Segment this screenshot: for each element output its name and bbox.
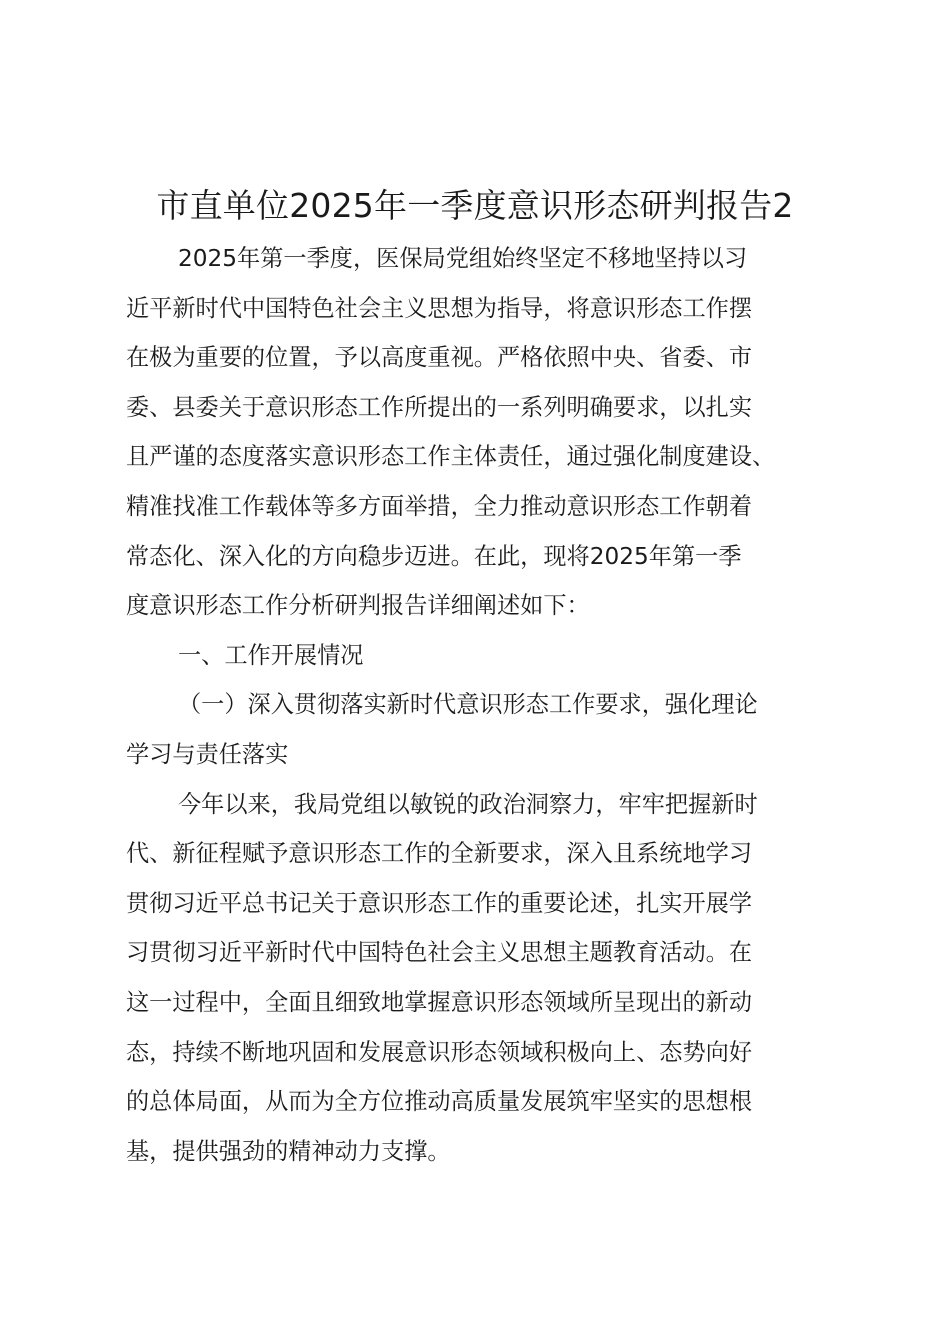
paragraph-1-line-4: 委、县委关于意识形态工作所提出的一系列明确要求，以扎实: [126, 393, 753, 421]
document-body: [126, 234, 836, 1176]
subsection-heading-line-1: （一）深入贯彻落实新时代意识形态工作要求，强化理论: [178, 691, 758, 719]
document-title: 市直单位2025年一季度意识形态研判报告2: [156, 186, 794, 225]
paragraph-1-line-3: 在极为重要的位置，予以高度重视。严格依照中央、省委、市: [126, 344, 753, 372]
paragraph-1-line-1: 2025年第一季度，医保局党组始终坚定不移地坚持以习: [178, 245, 748, 272]
paragraph-1-line-7: 常态化、深入化的方向稳步迈进。在此，现将2025年第一季: [126, 542, 742, 570]
paragraph-1-line-2: 近平新时代中国特色社会主义思想为指导，将意识形态工作摆: [126, 294, 753, 322]
paragraph-1-line-5: 且严谨的态度落实意识形态工作主体责任，通过强化制度建设、: [126, 443, 776, 471]
paragraph-1-line-8: 度意识形态工作分析研判报告详细阐述如下：: [126, 592, 590, 620]
paragraph-2-line-3: 贯彻习近平总书记关于意识形态工作的重要论述，扎实开展学: [126, 889, 753, 917]
paragraph-2-line-6: 态，持续不断地巩固和发展意识形态领域积极向上、态势向好: [126, 1038, 753, 1066]
subsection-heading-line-2: 学习与责任落实: [126, 740, 289, 768]
paragraph-2-line-2: 代、新征程赋予意识形态工作的全新要求，深入且系统地学习: [126, 840, 753, 868]
paragraph-2-line-8: 基，提供强劲的精神动力支撑。: [126, 1137, 451, 1165]
paragraph-2-line-5: 这一过程中，全面且细致地掌握意识形态领域所呈现出的新动: [126, 988, 753, 1016]
paragraph-2-line-4: 习贯彻习近平新时代中国特色社会主义思想主题教育活动。在: [126, 939, 753, 967]
paragraph-2-line-1: 今年以来，我局党组以敏锐的政治洞察力，牢牢把握新时: [178, 790, 758, 818]
section-heading: 一、工作开展情况: [178, 641, 364, 669]
paragraph-2-line-7: 的总体局面，从而为全方位推动高质量发展筑牢坚实的思想根: [126, 1088, 753, 1116]
paragraph-1-line-6: 精准找准工作载体等多方面举措，全力推动意识形态工作朝着: [126, 492, 753, 520]
